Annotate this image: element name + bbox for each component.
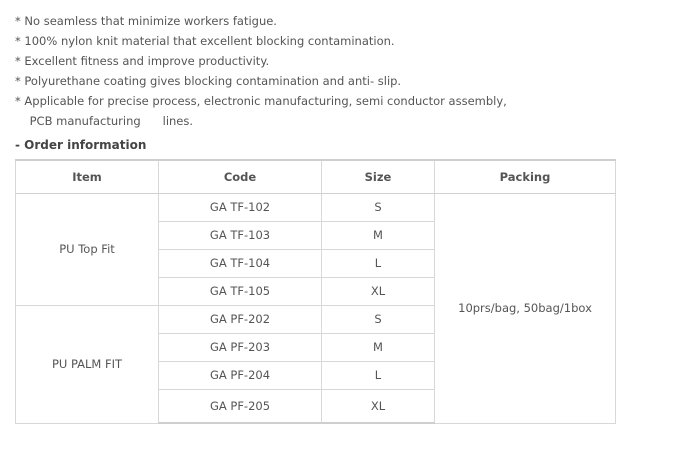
code-cell: GA TF-102 [159, 193, 322, 221]
feature-item: * Excellent fitness and improve productivity. [15, 54, 270, 68]
size-cell: XL [322, 389, 435, 423]
order-table [15, 159, 616, 424]
code-cell: GA TF-103 [159, 221, 322, 249]
item-cell-palm-fit: PU PALM FIT [16, 305, 159, 423]
size-cell: S [322, 193, 435, 221]
size-cell: L [322, 361, 435, 389]
code-cell: GA PF-203 [159, 333, 322, 361]
feature-item: * No seamless that minimize workers fatigue. [15, 14, 277, 28]
size-cell: L [322, 249, 435, 277]
header-code: Code [159, 160, 322, 193]
code-cell: GA TF-104 [159, 249, 322, 277]
size-cell: M [322, 221, 435, 249]
size-cell: XL [322, 277, 435, 305]
item-cell-top-fit: PU Top Fit [16, 193, 159, 305]
size-cell: M [322, 333, 435, 361]
packing-cell: 10prs/bag, 50bag/1box [435, 193, 616, 423]
size-cell: S [322, 305, 435, 333]
feature-item: * Applicable for precise process, electronic manufacturing, semi conductor assembly, [15, 94, 507, 108]
code-cell: GA TF-105 [159, 277, 322, 305]
feature-item: * 100% nylon knit material that excellent blocking contamination. [15, 34, 395, 48]
feature-item: * Polyurethane coating gives blocking contamination and anti- slip. [15, 74, 402, 88]
feature-item-continuation: PCB manufacturing lines. [15, 114, 194, 128]
code-cell: GA PF-202 [159, 305, 322, 333]
code-cell: GA PF-204 [159, 361, 322, 389]
table-row [16, 193, 616, 221]
header-packing: Packing [435, 160, 616, 193]
header-item: Item [16, 160, 159, 193]
order-information-title: - Order information [15, 138, 147, 152]
header-size: Size [322, 160, 435, 193]
code-cell: GA PF-205 [159, 389, 322, 423]
table-header-row [16, 160, 616, 193]
feature-list [15, 11, 665, 131]
